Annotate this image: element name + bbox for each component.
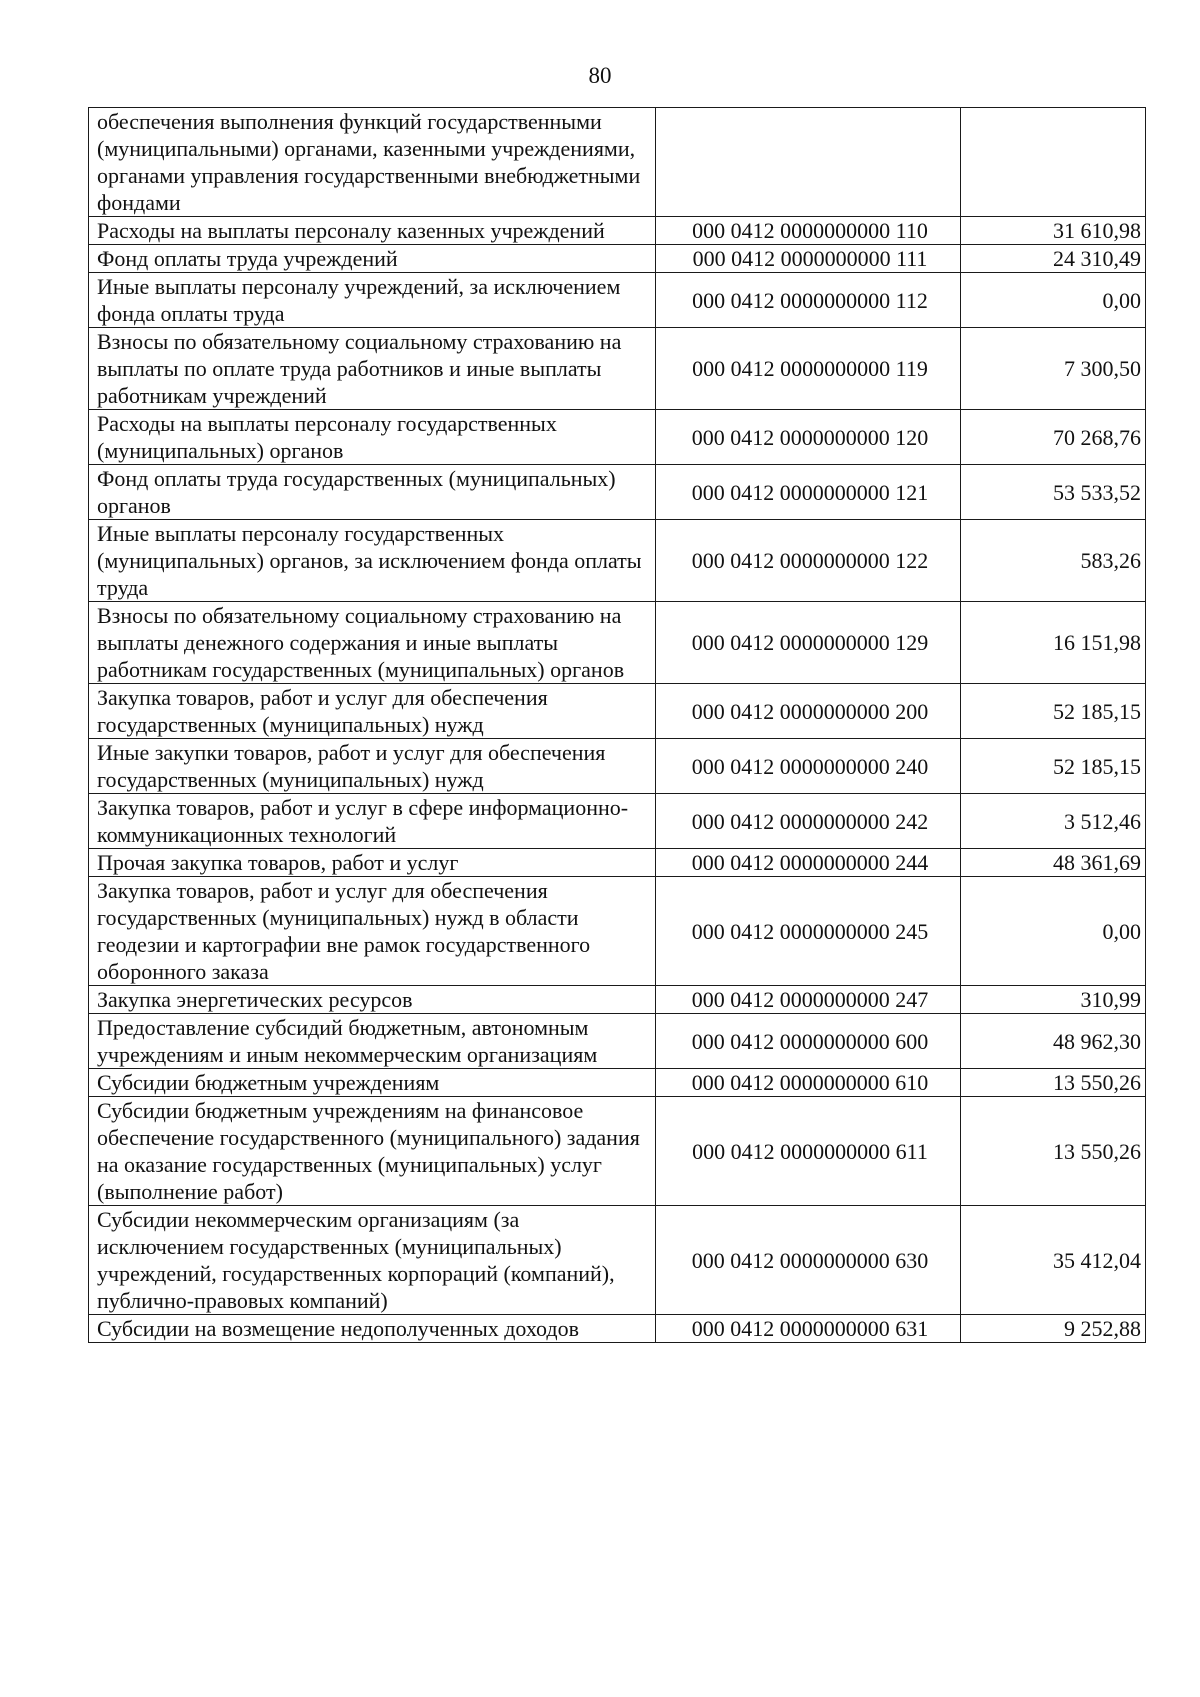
amount-cell: 48 361,69 xyxy=(961,849,1146,877)
amount-cell: 0,00 xyxy=(961,273,1146,328)
amount-cell: 310,99 xyxy=(961,986,1146,1014)
budget-code-cell: 000 0412 0000000000 610 xyxy=(656,1069,961,1097)
amount-cell: 3 512,46 xyxy=(961,794,1146,849)
table-row xyxy=(89,794,1146,849)
expense-name-cell: Закупка товаров, работ и услуг для обеспечения государственных (муниципальных) нужд в области геодезии и картографии вне рамок государственного оборонного заказа xyxy=(89,877,656,986)
amount-cell: 7 300,50 xyxy=(961,328,1146,410)
budget-code-cell: 000 0412 0000000000 245 xyxy=(656,877,961,986)
expense-name-cell: Иные закупки товаров, работ и услуг для обеспечения государственных (муниципальных) нужд xyxy=(89,739,656,794)
table-row xyxy=(89,602,1146,684)
expense-name-cell: Закупка энергетических ресурсов xyxy=(89,986,656,1014)
expense-name-cell: Иные выплаты персоналу государственных (муниципальных) органов, за исключением фонда оплаты труда xyxy=(89,520,656,602)
expense-name-cell: Субсидии бюджетным учреждениям xyxy=(89,1069,656,1097)
expense-name-cell: Иные выплаты персоналу учреждений, за исключением фонда оплаты труда xyxy=(89,273,656,328)
budget-code-cell: 000 0412 0000000000 129 xyxy=(656,602,961,684)
budget-code-cell: 000 0412 0000000000 247 xyxy=(656,986,961,1014)
expense-name-cell: обеспечения выполнения функций государственными (муниципальными) органами, казенными учреждениями, органами управления государственными внебюджетными фондами xyxy=(89,108,656,217)
budget-code-cell: 000 0412 0000000000 600 xyxy=(656,1014,961,1069)
expense-name-cell: Закупка товаров, работ и услуг в сфере информационно-коммуникационных технологий xyxy=(89,794,656,849)
amount-cell: 583,26 xyxy=(961,520,1146,602)
table-row xyxy=(89,1069,1146,1097)
budget-code-cell: 000 0412 0000000000 110 xyxy=(656,217,961,245)
expense-name-cell: Закупка товаров, работ и услуг для обеспечения государственных (муниципальных) нужд xyxy=(89,684,656,739)
amount-cell: 13 550,26 xyxy=(961,1069,1146,1097)
budget-code-cell: 000 0412 0000000000 244 xyxy=(656,849,961,877)
expense-name-cell: Взносы по обязательному социальному страхованию на выплаты денежного содержания и иные выплаты работникам государственных (муниципальных) органов xyxy=(89,602,656,684)
expense-name-cell: Прочая закупка товаров, работ и услуг xyxy=(89,849,656,877)
expense-name-cell: Расходы на выплаты персоналу казенных учреждений xyxy=(89,217,656,245)
budget-code-cell: 000 0412 0000000000 122 xyxy=(656,520,961,602)
table-row xyxy=(89,217,1146,245)
amount-cell: 53 533,52 xyxy=(961,465,1146,520)
budget-table xyxy=(88,107,1146,1343)
budget-code-cell: 000 0412 0000000000 611 xyxy=(656,1097,961,1206)
table-row xyxy=(89,1097,1146,1206)
budget-code-cell: 000 0412 0000000000 631 xyxy=(656,1315,961,1343)
expense-name-cell: Субсидии на возмещение недополученных доходов xyxy=(89,1315,656,1343)
amount-cell: 0,00 xyxy=(961,877,1146,986)
budget-code-cell xyxy=(656,108,961,217)
budget-code-cell: 000 0412 0000000000 200 xyxy=(656,684,961,739)
table-row xyxy=(89,273,1146,328)
amount-cell: 52 185,15 xyxy=(961,684,1146,739)
budget-code-cell: 000 0412 0000000000 111 xyxy=(656,245,961,273)
amount-cell: 70 268,76 xyxy=(961,410,1146,465)
budget-code-cell: 000 0412 0000000000 120 xyxy=(656,410,961,465)
amount-cell: 52 185,15 xyxy=(961,739,1146,794)
amount-cell: 24 310,49 xyxy=(961,245,1146,273)
table-row xyxy=(89,1315,1146,1343)
amount-cell: 31 610,98 xyxy=(961,217,1146,245)
budget-code-cell: 000 0412 0000000000 121 xyxy=(656,465,961,520)
budget-code-cell: 000 0412 0000000000 630 xyxy=(656,1206,961,1315)
amount-cell: 16 151,98 xyxy=(961,602,1146,684)
amount-cell: 48 962,30 xyxy=(961,1014,1146,1069)
expense-name-cell: Фонд оплаты труда государственных (муниципальных) органов xyxy=(89,465,656,520)
table-row xyxy=(89,739,1146,794)
table-row xyxy=(89,465,1146,520)
page-number: 80 xyxy=(588,63,612,88)
amount-cell: 35 412,04 xyxy=(961,1206,1146,1315)
budget-code-cell: 000 0412 0000000000 242 xyxy=(656,794,961,849)
table-row xyxy=(89,849,1146,877)
expense-name-cell: Субсидии некоммерческим организациям (за исключением государственных (муниципальных) учреждений, государственных корпораций (компаний), публично-правовых компаний) xyxy=(89,1206,656,1315)
expense-name-cell: Субсидии бюджетным учреждениям на финансовое обеспечение государственного (муниципального) задания на оказание государственных (муниципальных) услуг (выполнение работ) xyxy=(89,1097,656,1206)
expense-name-cell: Взносы по обязательному социальному страхованию на выплаты по оплате труда работников и иные выплаты работникам учреждений xyxy=(89,328,656,410)
table-row xyxy=(89,684,1146,739)
budget-table-body xyxy=(89,108,1146,1343)
expense-name-cell: Предоставление субсидий бюджетным, автономным учреждениям и иным некоммерческим организациям xyxy=(89,1014,656,1069)
amount-cell xyxy=(961,108,1146,217)
table-row xyxy=(89,986,1146,1014)
table-row xyxy=(89,328,1146,410)
table-row xyxy=(89,520,1146,602)
table-row xyxy=(89,410,1146,465)
table-row xyxy=(89,108,1146,217)
table-row xyxy=(89,1206,1146,1315)
amount-cell: 13 550,26 xyxy=(961,1097,1146,1206)
expense-name-cell: Расходы на выплаты персоналу государственных (муниципальных) органов xyxy=(89,410,656,465)
table-row xyxy=(89,877,1146,986)
expense-name-cell: Фонд оплаты труда учреждений xyxy=(89,245,656,273)
amount-cell: 9 252,88 xyxy=(961,1315,1146,1343)
budget-code-cell: 000 0412 0000000000 240 xyxy=(656,739,961,794)
table-row xyxy=(89,1014,1146,1069)
table-row xyxy=(89,245,1146,273)
budget-code-cell: 000 0412 0000000000 119 xyxy=(656,328,961,410)
budget-code-cell: 000 0412 0000000000 112 xyxy=(656,273,961,328)
